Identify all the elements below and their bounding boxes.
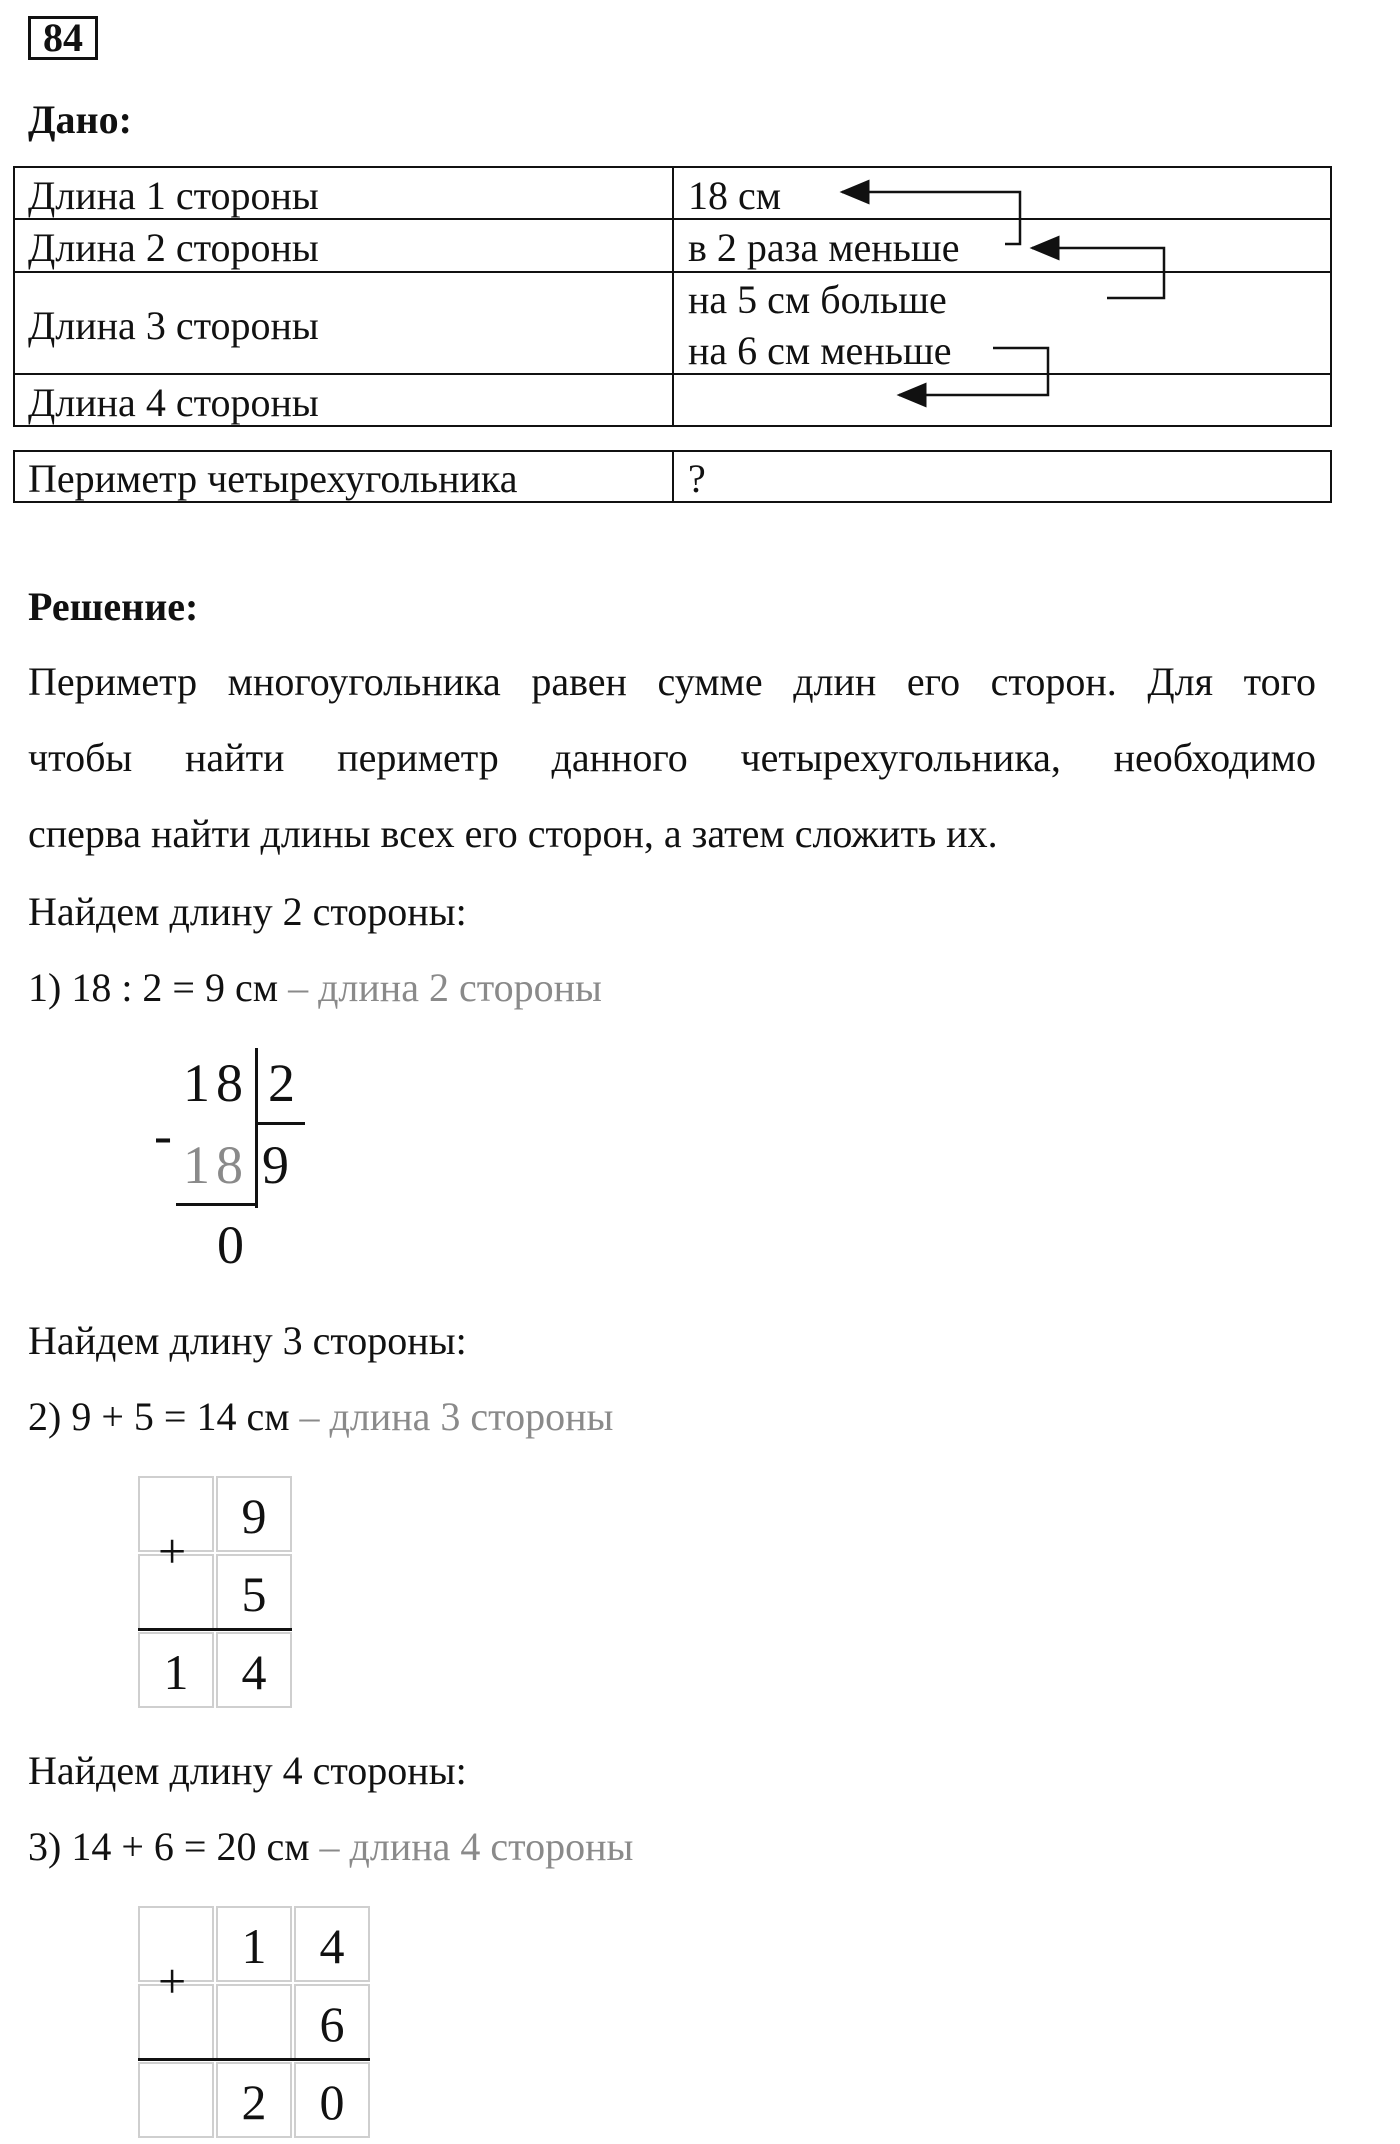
- step1-comment: – длина 2 стороны: [288, 965, 602, 1010]
- arrow-row3-to-row4: [899, 348, 1048, 395]
- step1-expression: 1) 18 : 2 = 9 см: [28, 965, 279, 1010]
- add1-cell-r1c2: 9: [216, 1476, 292, 1552]
- row3-label: Длина 3 стороны: [28, 303, 319, 348]
- division-vertical-bar: [255, 1048, 258, 1208]
- column-addition-2: [138, 1906, 378, 2138]
- add1-cell-r3c1: 1: [138, 1632, 214, 1708]
- step3-find: Найдем длину 4 стороны:: [28, 1748, 467, 1793]
- division-quotient: 9: [262, 1135, 289, 1195]
- given-heading: Дано:: [28, 97, 132, 142]
- add2-cell-r3c2: 0: [294, 2062, 370, 2138]
- intro-line-1: Периметр многоугольника равен сумме длин его сторон. Для того: [28, 659, 1316, 704]
- add1-result-rule: [138, 1628, 292, 1631]
- add2-result-rule: [138, 2058, 370, 2061]
- row3-value-1: на 5 см больше: [688, 277, 947, 322]
- division-divisor: 2: [268, 1053, 295, 1113]
- row1-label: Длина 1 стороны: [28, 173, 319, 218]
- step3-comment: – длина 4 стороны: [319, 1824, 634, 1869]
- add1-cell-r3c2: 4: [216, 1632, 292, 1708]
- step2-comment: – длина 3 стороны: [299, 1394, 614, 1439]
- step3-line: [28, 1824, 634, 1869]
- division-dividend: 18: [183, 1053, 249, 1113]
- long-division: [140, 1040, 340, 1280]
- add1-plus-sign: +: [158, 1523, 187, 1579]
- add2-cell-r3c0: [138, 2062, 214, 2138]
- row3-value-2: на 6 см меньше: [688, 328, 952, 373]
- add2-plus-sign: +: [158, 1953, 187, 2009]
- division-remainder: 0: [217, 1215, 244, 1275]
- step3-expression: 3) 14 + 6 = 20 см: [28, 1824, 310, 1869]
- division-subtrahend: 18: [183, 1135, 249, 1195]
- add2-cell-r1c2: 4: [294, 1906, 370, 1982]
- task-number: 84: [28, 16, 98, 60]
- row2-value: в 2 раза меньше: [688, 225, 960, 270]
- row1-value: 18 см: [688, 173, 782, 218]
- step1-find: Найдем длину 2 стороны:: [28, 889, 467, 934]
- arrow-row2-to-row1: [842, 192, 1020, 244]
- step1-line: [28, 965, 602, 1010]
- division-result-bar: [176, 1203, 258, 1206]
- row4-label: Длина 4 стороны: [28, 380, 319, 425]
- add2-cell-r1c1: 1: [216, 1906, 292, 1982]
- division-quotient-bar: [255, 1122, 305, 1125]
- add2-cell-r2c2: 6: [294, 1984, 370, 2060]
- add2-cell-r2c1: [216, 1984, 292, 2060]
- relation-arrows: [0, 0, 1400, 520]
- step2-line: [28, 1394, 614, 1439]
- question-value: ?: [688, 456, 706, 501]
- division-minus: -: [154, 1105, 172, 1165]
- add1-cell-r2c2: 5: [216, 1554, 292, 1630]
- step2-expression: 2) 9 + 5 = 14 см: [28, 1394, 290, 1439]
- arrow-row3-to-row2: [1032, 248, 1164, 298]
- intro-line-3: сперва найти длины всех его сторон, а затем сложить их.: [28, 811, 998, 856]
- solution-heading: Решение:: [28, 584, 199, 629]
- given-table: [0, 0, 1400, 520]
- intro-line-2: чтобы найти периметр данного четырехугольника, необходимо: [28, 735, 1316, 780]
- row2-label: Длина 2 стороны: [28, 225, 319, 270]
- add2-cell-r3c1: 2: [216, 2062, 292, 2138]
- column-addition-1: [138, 1476, 298, 1708]
- step2-find: Найдем длину 3 стороны:: [28, 1318, 467, 1363]
- question-label: Периметр четырехугольника: [28, 456, 518, 501]
